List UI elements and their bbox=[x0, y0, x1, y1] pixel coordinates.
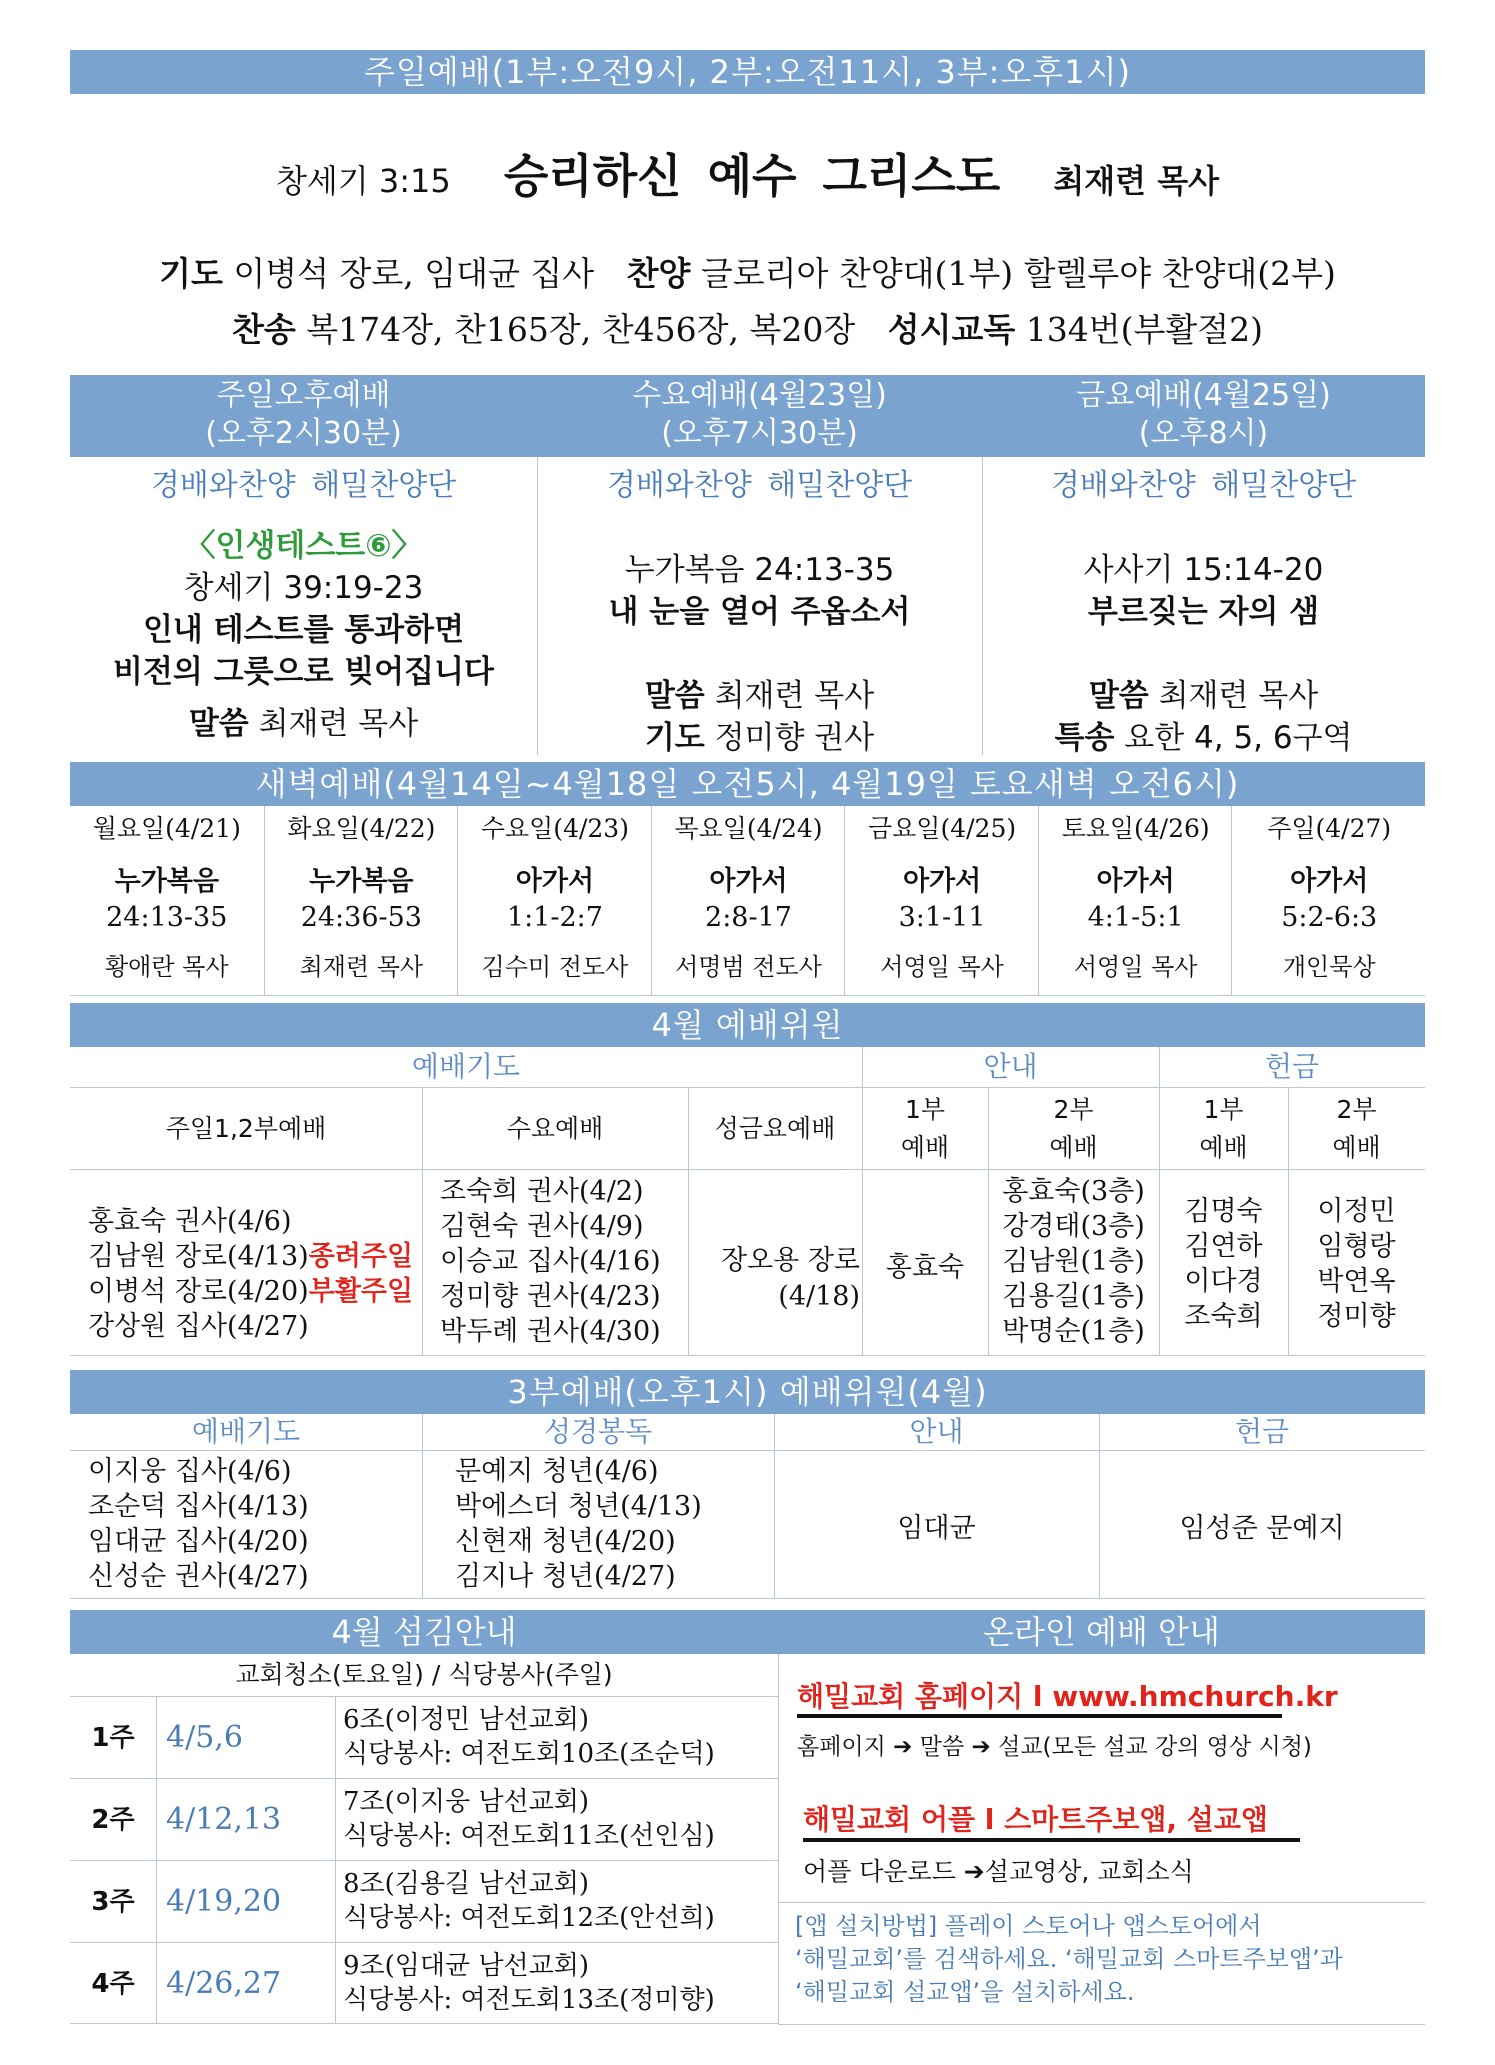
list-item: 김명숙 bbox=[1184, 1196, 1263, 1227]
dawn-leader: 황애란 목사 bbox=[105, 953, 229, 981]
cleaning-team: 8조(김용길 남선교회) bbox=[343, 1869, 590, 1899]
app-path: 어플 다운로드 ➔설교영상, 교회소식 bbox=[803, 1857, 1194, 1886]
col-guide1: 1부 예배 bbox=[900, 1095, 950, 1162]
offering1-list bbox=[1159, 1194, 1288, 1334]
role-value: 최재련 목사 bbox=[1158, 678, 1319, 714]
dawn-verse: 1:1-2:7 bbox=[506, 902, 603, 933]
role-label: 말씀 bbox=[188, 706, 249, 742]
list-item: 홍효숙 권사(4/6) bbox=[88, 1206, 292, 1237]
cleaning-header: 4월 섬김안내 bbox=[70, 1610, 778, 1654]
service-worship: 경배와찬양 해밀찬양단 bbox=[1050, 468, 1357, 503]
service-scripture: 창세기 39:19-23 bbox=[183, 570, 424, 606]
third-prayer-list bbox=[88, 1454, 309, 1594]
dawn-day bbox=[70, 806, 264, 996]
dawn-date: 화요일(4/22) bbox=[287, 814, 436, 843]
note-easter: 부활주일 bbox=[308, 1276, 414, 1307]
date-divider bbox=[335, 1696, 336, 2024]
role-label: 말씀 bbox=[1088, 678, 1149, 714]
prayer-value: 이병석 장로, 임대균 집사 bbox=[233, 254, 595, 293]
list-item: 김현숙 권사(4/9) bbox=[440, 1211, 644, 1242]
col-fri: 성금요예배 bbox=[714, 1114, 836, 1143]
group-prayer: 예배기도 bbox=[411, 1050, 521, 1083]
dawn-book: 아가서 bbox=[902, 866, 982, 897]
fri-name: 장오용 장로 bbox=[721, 1245, 860, 1276]
fri-prayer bbox=[710, 1243, 860, 1315]
third-header: 3부예배(오후1시) 예배위원(4월) bbox=[70, 1370, 1425, 1414]
list-item: 이정민 bbox=[1317, 1196, 1396, 1227]
sunday-prayer-list bbox=[88, 1204, 413, 1344]
app-title: 해밀교회 어플 l 스마트주보앱, 설교앱 bbox=[803, 1803, 1268, 1836]
hymn-value: 복174장, 찬165장, 찬456장, 복20장 bbox=[306, 310, 856, 349]
service-worship: 경배와찬양 해밀찬양단 bbox=[150, 468, 457, 503]
dawn-verse: 24:13-35 bbox=[106, 902, 228, 933]
list-item: 박에스더 청년(4/13) bbox=[455, 1491, 702, 1522]
dawn-verse: 2:8-17 bbox=[705, 902, 792, 933]
service-header-title: 금요예배(4월25일) bbox=[1076, 378, 1331, 413]
cleaning-table bbox=[70, 1696, 778, 2024]
week-date: 4/12,13 bbox=[166, 1802, 282, 1837]
kitchen-team: 식당봉사: 여전도회13조(정미향) bbox=[343, 1985, 715, 2015]
role-value: 정미향 권사 bbox=[714, 720, 875, 756]
list-item: 조숙희 권사(4/2) bbox=[440, 1176, 644, 1207]
list-item: 김남원(1층) bbox=[1002, 1246, 1145, 1277]
service-sermon: 비전의 그릇으로 빚어집니다 bbox=[113, 654, 494, 690]
service-header-title: 주일오후예배 bbox=[216, 378, 391, 413]
cleaning-assignment bbox=[343, 1703, 715, 1771]
dawn-day bbox=[264, 806, 459, 996]
service-scripture: 사사기 15:14-20 bbox=[1083, 552, 1324, 588]
service-preacher bbox=[70, 703, 537, 745]
homepage-path: 홈페이지 ➔ 말씀 ➔ 설교(모든 설교 강의 영상 시청) bbox=[797, 1734, 1312, 1760]
service-worship: 경배와찬양 해밀찬양단 bbox=[606, 468, 913, 503]
dawn-date: 금요일(4/25) bbox=[868, 814, 1017, 843]
service-special-song bbox=[982, 717, 1425, 759]
note-palm-sunday: 종려주일 bbox=[308, 1241, 414, 1272]
role-value: 최재련 목사 bbox=[258, 706, 419, 742]
week-divider bbox=[156, 1696, 157, 2024]
cleaning-assignment bbox=[343, 1867, 715, 1935]
role-value: 요한 4, 5, 6구역 bbox=[1124, 720, 1353, 756]
dawn-day bbox=[1231, 806, 1426, 996]
praise-value: 글로리아 찬양대(1부) 할렐루야 찬양대(2부) bbox=[700, 254, 1336, 293]
sermon-scripture: 창세기 3:15 bbox=[275, 162, 451, 200]
list-item: 김남원 장로(4/13)종려주일 bbox=[88, 1241, 414, 1272]
third-offering: 임성준 문예지 bbox=[1179, 1513, 1345, 1544]
dawn-verse: 24:36-53 bbox=[300, 902, 422, 933]
week-label: 4주 bbox=[91, 1969, 135, 1999]
service-header-time: (오후2시30분) bbox=[205, 416, 402, 451]
week-date: 4/5,6 bbox=[166, 1720, 243, 1755]
dawn-leader: 서명범 전도사 bbox=[675, 953, 822, 981]
homepage-title: 해밀교회 홈페이지 l www.hmchurch.kr bbox=[797, 1680, 1338, 1713]
table-row bbox=[70, 1942, 778, 2025]
service-preacher bbox=[537, 675, 982, 717]
third-guide: 임대균 bbox=[897, 1513, 976, 1544]
list-item: 박명순(1층) bbox=[1002, 1316, 1145, 1347]
service-scripture: 누가복음 24:13-35 bbox=[624, 552, 895, 588]
underline bbox=[803, 1838, 1300, 1842]
hymn-label: 찬송 bbox=[232, 310, 296, 349]
list-item: 정미향 권사(4/23) bbox=[440, 1281, 661, 1312]
catechism-value: 134번(부활절2) bbox=[1025, 310, 1263, 349]
sunday-roles-line2 bbox=[70, 304, 1425, 351]
list-item: 조숙희 bbox=[1184, 1301, 1263, 1332]
prayer-label: 기도 bbox=[159, 254, 223, 293]
dawn-day bbox=[457, 806, 652, 996]
list-item: 김지나 청년(4/27) bbox=[455, 1561, 676, 1592]
dawn-date: 목요일(4/24) bbox=[674, 814, 823, 843]
col-prayer: 예배기도 bbox=[191, 1415, 301, 1448]
service-header-wednesday bbox=[537, 377, 982, 453]
role-value: 최재련 목사 bbox=[714, 678, 875, 714]
install-line: ‘해밀교회 설교앱’을 설치하세요. bbox=[795, 1978, 1135, 2006]
praise-label: 찬양 bbox=[626, 254, 691, 293]
list-item: 신성순 권사(4/27) bbox=[88, 1561, 309, 1592]
list-item: 임대균 집사(4/20) bbox=[88, 1526, 309, 1557]
sermon-preacher: 최재련 목사 bbox=[1053, 162, 1220, 200]
dawn-book: 아가서 bbox=[1096, 866, 1175, 897]
guide2-list bbox=[988, 1174, 1159, 1349]
service-sermon: 내 눈을 열어 주옵소서 bbox=[608, 594, 911, 630]
list-item: 홍효숙(3층) bbox=[1002, 1176, 1145, 1207]
dawn-schedule bbox=[70, 806, 1425, 996]
list-item: 정미향 bbox=[1317, 1301, 1396, 1332]
service-friday-body bbox=[982, 465, 1425, 759]
dawn-verse: 5:2-6:3 bbox=[1281, 902, 1378, 933]
divider bbox=[778, 2024, 1425, 2025]
service-header-time: (오후7시30분) bbox=[661, 416, 858, 451]
col-guide2: 2부 예배 bbox=[1049, 1095, 1098, 1162]
install-guide bbox=[795, 1910, 1343, 2009]
dawn-leader: 김수미 전도사 bbox=[481, 953, 629, 981]
col-offering2: 2부 예배 bbox=[1332, 1095, 1381, 1162]
role-label: 기도 bbox=[644, 720, 705, 756]
dawn-verse: 3:1-11 bbox=[898, 902, 986, 933]
guide1-name: 홍효숙 bbox=[885, 1252, 965, 1283]
sermon-info bbox=[70, 140, 1425, 210]
list-item: 조순덕 집사(4/13) bbox=[88, 1491, 309, 1522]
group-guide: 안내 bbox=[983, 1050, 1038, 1083]
cleaning-team: 9조(임대균 남선교회) bbox=[343, 1951, 590, 1981]
service-afternoon-body bbox=[70, 465, 537, 745]
divider bbox=[70, 995, 1425, 996]
kitchen-team: 식당봉사: 여전도회12조(안선희) bbox=[343, 1903, 715, 1933]
list-item: 임형랑 bbox=[1317, 1231, 1396, 1262]
dawn-leader: 서영일 목사 bbox=[1073, 953, 1198, 981]
list-item: 이병석 장로(4/20)부활주일 bbox=[88, 1276, 414, 1307]
list-item: 강상원 집사(4/27) bbox=[88, 1311, 309, 1342]
list-item: 이지웅 집사(4/6) bbox=[88, 1456, 292, 1487]
service-header-title: 수요예배(4월23일) bbox=[632, 378, 887, 413]
table-row bbox=[70, 1696, 778, 1779]
dawn-book: 아가서 bbox=[515, 866, 595, 897]
dawn-day bbox=[651, 806, 846, 996]
service-header-friday bbox=[982, 377, 1425, 453]
dawn-book: 아가서 bbox=[709, 866, 788, 897]
week-label: 3주 bbox=[91, 1887, 135, 1917]
install-line: [앱 설치방법] 플레이 스토어나 앱스토어에서 bbox=[795, 1912, 1262, 1940]
committee-header: 4월 예배위원 bbox=[70, 1003, 1425, 1047]
dawn-leader: 최재련 목사 bbox=[299, 953, 424, 981]
dawn-leader: 개인묵상 bbox=[1282, 953, 1376, 981]
cleaning-team: 7조(이지웅 남선교회) bbox=[343, 1787, 590, 1817]
service-header-time: (오후8시) bbox=[1138, 416, 1269, 451]
list-item: 김연하 bbox=[1184, 1231, 1263, 1262]
divider bbox=[70, 2023, 778, 2024]
dawn-day bbox=[1038, 806, 1233, 996]
underline bbox=[797, 1714, 1282, 1718]
dawn-date: 토요일(4/26) bbox=[1061, 814, 1210, 843]
service-sermon: 부르짖는 자의 샘 bbox=[1087, 594, 1320, 630]
dawn-date: 월요일(4/21) bbox=[92, 814, 241, 843]
sermon-title: 승리하신 예수 그리스도 bbox=[503, 149, 1001, 203]
col-offering: 헌금 bbox=[1234, 1415, 1290, 1448]
col-wed: 수요예배 bbox=[506, 1114, 604, 1143]
dawn-book: 누가복음 bbox=[309, 866, 414, 897]
cleaning-assignment bbox=[343, 1785, 715, 1853]
table-row bbox=[70, 1860, 778, 1943]
divider bbox=[778, 1654, 779, 2024]
list-item: 박두례 권사(4/30) bbox=[440, 1316, 661, 1347]
service-header-afternoon bbox=[70, 377, 537, 453]
group-offering: 헌금 bbox=[1264, 1050, 1320, 1083]
dawn-date: 수요일(4/23) bbox=[480, 814, 629, 843]
list-item: 박연옥 bbox=[1317, 1266, 1396, 1297]
kitchen-team: 식당봉사: 여전도회11조(선인심) bbox=[343, 1821, 715, 1851]
service-sermon: 인내 테스트를 통과하면 bbox=[142, 612, 465, 648]
list-item: 강경태(3층) bbox=[1002, 1211, 1145, 1242]
service-wednesday-body bbox=[537, 465, 982, 759]
third-reading-list bbox=[455, 1454, 702, 1594]
sunday-roles-line1 bbox=[70, 248, 1425, 295]
cleaning-team: 6조(이정민 남선교회) bbox=[343, 1705, 590, 1735]
offering2-list bbox=[1288, 1194, 1425, 1334]
dawn-book: 아가서 bbox=[1290, 866, 1369, 897]
list-item: 문예지 청년(4/6) bbox=[455, 1456, 659, 1487]
cleaning-subheader: 교회청소(토요일) / 식당봉사(주일) bbox=[235, 1660, 613, 1689]
week-date: 4/26,27 bbox=[166, 1966, 282, 2001]
list-item: 이다경 bbox=[1184, 1266, 1263, 1297]
table-row bbox=[70, 1778, 778, 1861]
wed-prayer-list bbox=[440, 1174, 661, 1349]
cleaning-assignment bbox=[343, 1949, 715, 2017]
role-label: 특송 bbox=[1054, 720, 1115, 756]
dawn-book: 누가복음 bbox=[114, 866, 219, 897]
col-sunday: 주일1,2부예배 bbox=[165, 1114, 327, 1143]
week-label: 1주 bbox=[91, 1723, 135, 1753]
list-item: 김용길(1층) bbox=[1002, 1281, 1145, 1312]
online-header: 온라인 예배 안내 bbox=[778, 1610, 1425, 1654]
list-item: 신현재 청년(4/20) bbox=[455, 1526, 676, 1557]
committee-table bbox=[70, 1047, 1425, 1357]
dawn-verse: 4:1-5:1 bbox=[1087, 902, 1184, 933]
col-offering1: 1부 예배 bbox=[1199, 1095, 1248, 1162]
col-guide: 안내 bbox=[909, 1415, 964, 1448]
service-preacher bbox=[982, 675, 1425, 717]
kitchen-team: 식당봉사: 여전도회10조(조순덕) bbox=[343, 1739, 715, 1769]
list-item: 이승교 집사(4/16) bbox=[440, 1246, 661, 1277]
fri-date: (4/18) bbox=[778, 1281, 860, 1312]
col-reading: 성경봉독 bbox=[543, 1415, 653, 1448]
week-label: 2주 bbox=[91, 1805, 135, 1835]
divider bbox=[778, 1902, 1425, 1903]
third-table bbox=[70, 1414, 1425, 1599]
dawn-day bbox=[844, 806, 1039, 996]
dawn-header: 새벽예배(4월14일~4월18일 오전5시, 4월19일 토요새벽 오전6시) bbox=[70, 762, 1425, 806]
dawn-date: 주일(4/27) bbox=[1267, 814, 1392, 843]
sunday-header: 주일예배(1부:오전9시, 2부:오전11시, 3부:오후1시) bbox=[70, 50, 1425, 94]
dawn-leader: 서영일 목사 bbox=[880, 953, 1004, 981]
install-line: ‘해밀교회’를 검색하세요. ‘해밀교회 스마트주보앱’과 bbox=[795, 1945, 1343, 1973]
catechism-label: 성시교독 bbox=[887, 310, 1016, 349]
series-title: 〈인생테스트⑥〉 bbox=[184, 528, 423, 564]
service-prayer bbox=[537, 717, 982, 759]
week-date: 4/19,20 bbox=[166, 1884, 282, 1919]
role-label: 말씀 bbox=[644, 678, 705, 714]
